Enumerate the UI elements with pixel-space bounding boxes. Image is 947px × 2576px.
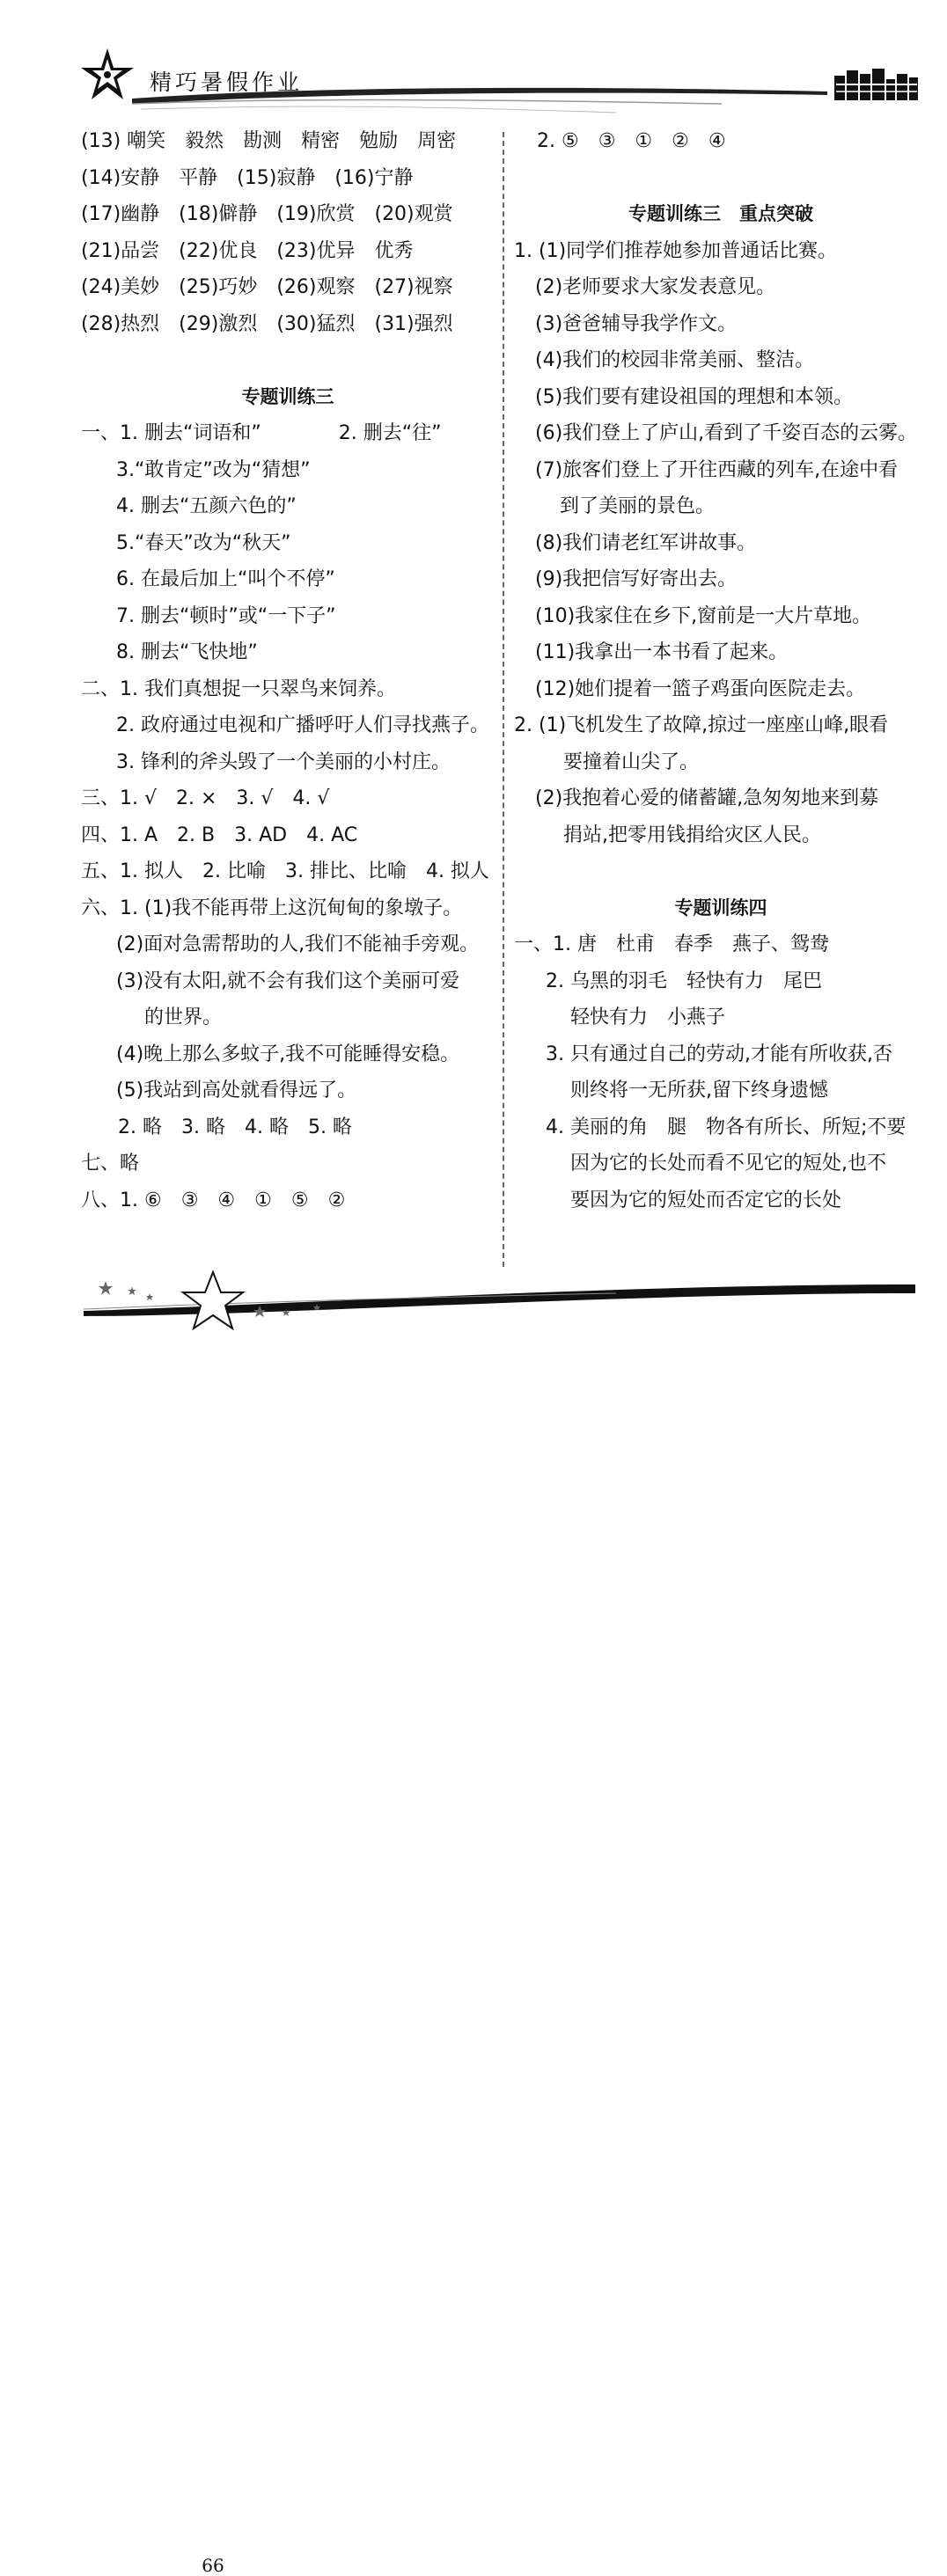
answer-line: 一、1. 删去“词语和” 2. 删去“往”	[81, 422, 442, 444]
star-badge-icon	[183, 1272, 243, 1328]
answer-line: 三、1. √ 2. × 3. √ 4. √	[81, 787, 330, 809]
star-logo-icon	[81, 48, 134, 99]
page-header	[0, 0, 947, 123]
section-title: 专题训练三 重点突破	[628, 203, 813, 224]
answer-line: 八、1. ⑥ ③ ④ ① ⑤ ②	[81, 1189, 346, 1211]
answer-line: (11)我拿出一本书看了起来。	[535, 641, 789, 663]
footer-decoration	[0, 1267, 947, 1351]
spacer	[81, 342, 495, 379]
answer-line: (12)她们提着一篮子鸡蛋向医院走去。	[535, 677, 866, 700]
answer-line: 的世界。	[144, 1006, 223, 1028]
answer-line: 则终将一无所获,留下终身遗憾	[570, 1079, 828, 1101]
answer-line: 捐站,把零用钱捐给灾区人民。	[563, 823, 821, 846]
column-divider	[503, 132, 504, 1267]
answer-line: (28)热烈 (29)激烈 (30)猛烈 (31)强烈	[81, 312, 453, 335]
answer-line: (21)品尝 (22)优良 (23)优异 优秀	[81, 239, 414, 262]
answer-line: (2)面对急需帮助的人,我们不能袖手旁观。	[116, 933, 480, 955]
answer-line: 3. 只有通过自己的劳动,才能有所收获,否	[546, 1043, 892, 1065]
answer-line: 到了美丽的景色。	[560, 495, 716, 517]
answer-line: 4. 美丽的角 腿 物各有所长、所短;不要	[546, 1116, 907, 1138]
answer-line: (14)安静 平静 (15)寂静 (16)宁静	[81, 166, 414, 189]
answer-line: (3)没有太阳,就不会有我们这个美丽可爱	[116, 970, 460, 992]
answer-line: 2. (1)飞机发生了故障,掠过一座座山峰,眼看	[514, 714, 889, 736]
answer-line: 一、1. 唐 杜甫 春季 燕子、鸳鸯	[514, 933, 829, 955]
answer-line: 3.“敢肯定”改为“猜想”	[116, 458, 311, 481]
answer-line: 因为它的长处而看不见它的短处,也不	[570, 1153, 886, 1175]
answer-line: 5.“春天”改为“秋天”	[116, 531, 291, 554]
answer-line: 2. 政府通过电视和广播呼吁人们寻找燕子。	[116, 714, 489, 736]
answer-line: 3. 锋利的斧头毁了一个美丽的小村庄。	[116, 750, 451, 773]
answer-line: 1. (1)同学们推荐她参加普通话比赛。	[514, 239, 838, 262]
header-title: 精巧暑假作业	[150, 70, 304, 95]
answer-line: (24)美妙 (25)巧妙 (26)观察 (27)视察	[81, 276, 453, 298]
answer-line: (17)幽静 (18)僻静 (19)欣赏 (20)观赏	[81, 203, 453, 225]
answer-line: 2. 略 3. 略 4. 略 5. 略	[118, 1116, 352, 1138]
spacer	[514, 160, 928, 197]
right-column	[514, 123, 928, 1218]
answer-line: (3)爸爸辅导我学作文。	[535, 312, 738, 335]
answer-line: 六、1. (1)我不能再带上这沉甸甸的象墩子。	[81, 896, 463, 919]
answer-line: (10)我家住在乡下,窗前是一大片草地。	[535, 604, 872, 627]
answer-line: 二、1. 我们真想捉一只翠鸟来饲养。	[81, 677, 396, 700]
answer-line: 2. 乌黑的羽毛 轻快有力 尾巴	[546, 970, 822, 992]
answer-line: (6)我们登上了庐山,看到了千姿百态的云雾。	[535, 422, 918, 444]
answer-line: (8)我们请老红军讲故事。	[535, 531, 757, 554]
answer-line: 8. 删去“飞快地”	[116, 641, 258, 663]
section-title: 专题训练三	[241, 385, 334, 407]
answer-line: 四、1. A 2. B 3. AD 4. AC	[81, 823, 358, 846]
answer-line: (9)我把信写好寄出去。	[535, 568, 738, 590]
answer-line: (5)我站到高处就看得远了。	[116, 1079, 357, 1101]
answer-line: (4)晚上那么多蚊子,我不可能睡得安稳。	[116, 1043, 460, 1065]
answer-line: 要因为它的短处而否定它的长处	[570, 1189, 842, 1211]
left-column	[81, 123, 495, 1218]
answer-line: (2)我抱着心爱的储蓄罐,急匆匆地来到募	[535, 787, 879, 809]
answer-line: 要撞着山尖了。	[563, 750, 700, 773]
answer-line: (4)我们的校园非常美丽、整洁。	[535, 349, 815, 371]
page-footer	[0, 1267, 947, 2576]
answer-line: 7. 删去“顿时”或“一下子”	[116, 604, 336, 627]
answer-line: (7)旅客们登上了开往西藏的列车,在途中看	[535, 458, 899, 481]
books-icon	[834, 69, 918, 100]
answer-line: 2. ⑤ ③ ① ② ④	[537, 130, 726, 152]
header-decoration	[0, 0, 947, 123]
answer-line: 4. 删去“五颜六色的”	[116, 495, 297, 517]
answer-line: 轻快有力 小燕子	[570, 1006, 726, 1028]
section-title: 专题训练四	[674, 896, 767, 918]
answer-line: 五、1. 拟人 2. 比喻 3. 排比、比喻 4. 拟人	[81, 860, 489, 882]
answer-line: 6. 在最后加上“叫个不停”	[116, 568, 335, 590]
answer-line: (2)老师要求大家发表意见。	[535, 276, 776, 298]
answer-line: (13) 嘲笑 毅然 勘测 精密 勉励 周密	[81, 130, 457, 152]
spacer	[514, 853, 928, 890]
page-number: 66	[202, 2555, 224, 2576]
answer-line: 七、略	[81, 1153, 140, 1175]
answer-line: (5)我们要有建设祖国的理想和本领。	[535, 385, 854, 408]
